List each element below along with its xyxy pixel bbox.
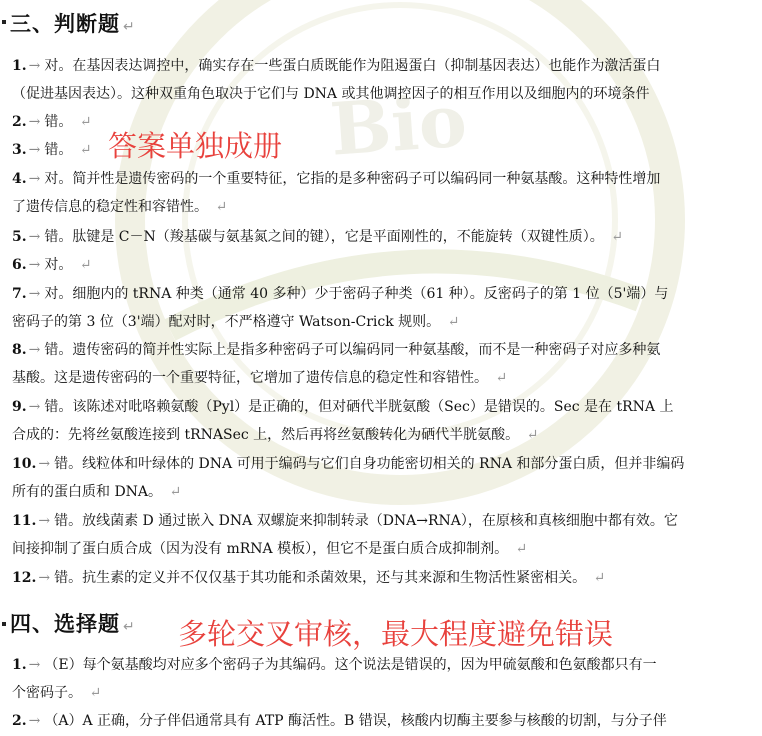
answer-line [12,140,92,160]
tab-arrow-icon: → [28,342,41,358]
promo-stamp-review: 多轮交叉审核，最大程度避免错误 [178,617,614,651]
tab-arrow-icon: → [38,456,51,472]
paragraph-mark: ↵ [589,570,606,586]
tab-arrow-icon: → [28,171,41,187]
answer-line [12,539,527,559]
section-heading-choice [10,608,136,638]
tab-arrow-icon: → [28,229,41,245]
section-heading-judgment [10,8,136,38]
tab-arrow-icon: → [28,58,41,74]
item-number: 1. [12,657,27,673]
answer-line [12,84,649,104]
paragraph-mark: ↵ [606,229,623,245]
answer-text: （A）A 正确，分子伴侣通常具有 ATP 酶活性。B 错误，核酸内切酶主要参与核酸的切割，与分子伴 [44,713,667,729]
margin-marker [2,20,6,24]
answer-line [12,227,623,247]
tab-arrow-icon: → [28,657,41,673]
watermark-text: Bio [327,77,470,172]
item-number: 3. [12,142,27,158]
item-number: 11. [12,513,37,529]
paragraph-mark: ↵ [123,19,136,35]
answer-text: 错。放线菌素 D 通过嵌入 DNA 双螺旋来抑制转录（DNA→RNA），在原核和真核细胞中都有效。它 [54,513,678,529]
tab-arrow-icon: → [28,142,41,158]
item-number: 8. [12,342,27,358]
answer-line [12,711,667,731]
paragraph-mark: ↵ [75,142,92,158]
item-number: 5. [12,229,27,245]
answer-text: 错。抗生素的定义并不仅仅基于其功能和杀菌效果，还与其来源和生物活性紧密相关。 [54,570,587,586]
answer-line [12,56,660,76]
answer-line [12,112,92,132]
answer-line [12,312,459,332]
answer-text: 所有的蛋白质和 DNA。 [12,484,163,500]
answer-line [12,568,605,588]
answer-text: 错。 [44,142,73,158]
section-title: 三、判断题 [10,12,120,36]
answer-line [12,482,181,502]
answer-text: 对。细胞内的 tRNA 种类（通常 40 多种）少于密码子种类（61 种）。反密码子的第 1 位（5'端）与 [44,286,669,302]
answer-text: 基酸。这是遗传密码的一个重要特征，它增加了遗传信息的稳定性和容错性。 [12,370,488,386]
answer-text: 错。 [44,114,73,130]
answer-text: 错。该陈述对吡咯赖氨酸（Pyl）是正确的，但对硒代半胱氨酸（Sec）是错误的。Sec 是在 tRNA 上 [44,399,674,415]
answer-line [12,169,660,189]
item-number: 7. [12,286,27,302]
tab-arrow-icon: → [38,513,51,529]
tab-arrow-icon: → [38,570,51,586]
paragraph-mark: ↵ [443,314,460,330]
paragraph-mark: ↵ [211,199,228,215]
answer-text: 错。肽键是 C－N（羧基碳与氨基氮之间的键），它是平面刚性的，不能旋转（双键性质）。 [44,229,604,245]
answer-text: 对。 [44,257,73,273]
answer-text: 间接抑制了蛋白质合成（因为没有 mRNA 模板），但它不是蛋白质合成抑制剂。 [12,541,509,557]
answer-text: 对。简并性是遗传密码的一个重要特征，它指的是多种密码子可以编码同一种氨基酸。这种特性增加 [44,171,661,187]
paragraph-mark: ↵ [123,619,136,635]
answer-text: 密码子的第 3 位（3'端）配对时，不严格遵守 Watson-Crick 规则。 [12,314,441,330]
answer-text: 对。在基因表达调控中，确实存在一些蛋白质既能作为阻遏蛋白（抑制基因表达）也能作为激活蛋白 [44,58,661,74]
paragraph-mark: ↵ [75,257,92,273]
margin-marker [2,622,6,626]
item-number: 2. [12,114,27,130]
paragraph-mark: ↵ [85,685,102,701]
answer-text: 错。线粒体和叶绿体的 DNA 可用于编码与它们自身功能密切相关的 RNA 和部分蛋白质，但并非编码 [54,456,685,472]
answer-line [12,368,507,388]
answer-line [12,425,538,445]
paragraph-mark: ↵ [75,114,92,130]
item-number: 6. [12,257,27,273]
item-number: 12. [12,570,37,586]
answer-line [12,255,92,275]
paragraph-mark: ↵ [491,370,508,386]
promo-stamp-answers: 答案单独成册 [108,129,283,163]
item-number: 9. [12,399,27,415]
section-title: 四、选择题 [10,612,120,636]
answer-line [12,511,678,531]
answer-text: （E）每个氨基酸均对应多个密码子为其编码。这个说法是错误的，因为甲硫氨酸和色氨酸都只有一 [44,657,657,673]
tab-arrow-icon: → [28,713,41,729]
paragraph-mark: ↵ [165,484,182,500]
answer-text: 了遗传信息的稳定性和容错性。 [12,199,208,215]
answer-line [12,683,101,703]
answer-text: 错。遗传密码的简并性实际上是指多种密码子可以编码同一种氨基酸，而不是一种密码子对应多种氨 [44,342,661,358]
answer-text: 合成的：先将丝氨酸连接到 tRNASec 上，然后再将丝氨酸转化为硒代半胱氨酸。 [12,427,520,443]
answer-text: 个密码子。 [12,685,82,701]
tab-arrow-icon: → [28,399,41,415]
answer-text: （促进基因表达）。这种双重角色取决于它们与 DNA 或其他调控因子的相互作用以及细胞内的环境条件 [12,86,650,102]
paragraph-mark: ↵ [511,541,528,557]
item-number: 1. [12,58,27,74]
answer-line [12,197,227,217]
tab-arrow-icon: → [28,257,41,273]
answer-line [12,655,657,675]
answer-line [12,454,684,474]
item-number: 10. [12,456,37,472]
tab-arrow-icon: → [28,114,41,130]
answer-line [12,340,660,360]
item-number: 4. [12,171,27,187]
tab-arrow-icon: → [28,286,41,302]
answer-line [12,397,673,417]
item-number: 2. [12,713,27,729]
paragraph-mark: ↵ [522,427,539,443]
answer-line [12,284,668,304]
